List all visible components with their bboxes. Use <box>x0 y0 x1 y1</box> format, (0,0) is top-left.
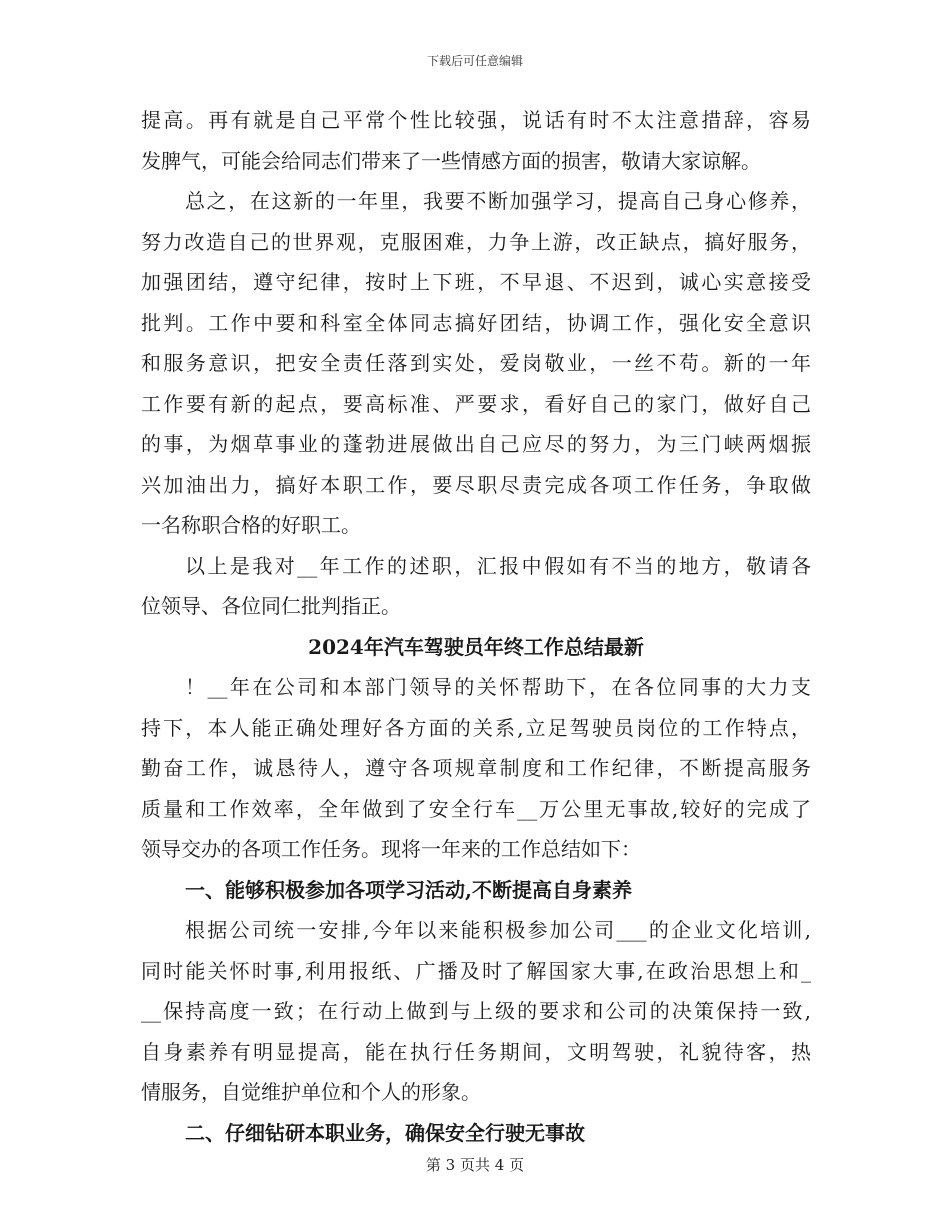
paragraph-line: ！__年在公司和本部门领导的关怀帮助下，在各位同事的大力支 <box>185 675 811 699</box>
paragraph-line: 领导交办的各项工作任务。现将一年来的工作总结如下： <box>141 837 641 861</box>
section-heading: 一、能够积极参加各项学习活动,不断提高自身素养 <box>185 877 632 902</box>
paragraph-line: 同时能关怀时事,利用报纸、广播及时了解国家大事,在政治思想上和_ <box>141 958 811 983</box>
paragraph-line: 的事，为烟草事业的蓬勃进展做出自己应尽的努力，为三门峡两烟振 <box>141 432 811 456</box>
page-footer: 第 3 页共 4 页 <box>425 1156 525 1174</box>
paragraph-line: 发脾气，可能会给同志们带来了一些情感方面的损害，敬请大家谅解。 <box>141 148 761 173</box>
section-heading: 二、仔细钻研本职业务，确保安全行驶无事故 <box>185 1120 585 1145</box>
paragraph-line: __保持高度一致；在行动上做到与上级的要求和公司的决策保持一致, <box>141 999 811 1023</box>
paragraph-line: 总之，在这新的一年里，我要不断加强学习，提高自己身心修养， <box>185 189 811 213</box>
paragraph-line: 情服务，自觉维护单位和个人的形象。 <box>141 1080 481 1104</box>
paragraph-line: 以上是我对__年工作的述职，汇报中假如有不当的地方，敬请各 <box>185 553 811 578</box>
paragraph-line: 根据公司统一安排,今年以来能积极参加公司___的企业文化培训, <box>185 918 811 942</box>
paragraph-line: 工作要有新的起点，要高标准、严要求，看好自己的家门，做好自己 <box>141 391 811 416</box>
paragraph-line: 提高。再有就是自己平常个性比较强，说话有时不太注意措辞，容易 <box>141 108 811 132</box>
paragraph-line: 自身素养有明显提高，能在执行任务期间，文明驾驶，礼貌待客，热 <box>141 1039 811 1064</box>
paragraph-line: 兴加油出力，搞好本职工作，要尽职尽责完成各项工作任务，争取做 <box>141 472 811 497</box>
page-header: 下载后可任意编辑 <box>426 54 523 68</box>
paragraph-line: 批判。工作中要和科室全体同志搞好团结，协调工作，强化安全意识 <box>141 310 811 335</box>
paragraph-line: 努力改造自己的世界观，克服困难，力争上游，改正缺点，搞好服务， <box>141 229 811 254</box>
section-title: 2024年汽车驾驶员年终工作总结最新 <box>308 634 644 659</box>
paragraph-line: 和服务意识，把安全责任落到实处，爱岗敬业，一丝不苟。新的一年 <box>141 351 811 375</box>
document-body <box>141 100 811 1153</box>
paragraph-line: 持下，本人能正确处理好各方面的关系,立足驾驶员岗位的工作特点， <box>141 715 811 740</box>
paragraph-line: 勤奋工作，诚恳待人，遵守各项规章制度和工作纪律，不断提高服务 <box>141 756 811 780</box>
paragraph-line: 加强团结，遵守纪律，按时上下班，不早退、不迟到，诚心实意接受 <box>141 270 811 294</box>
paragraph-line: 质量和工作效率，全年做到了安全行车__万公里无事故,较好的完成了 <box>141 796 811 821</box>
paragraph-line: 位领导、各位同仁批判指正。 <box>141 594 401 618</box>
paragraph-line: 一名称职合格的好职工。 <box>141 513 361 537</box>
